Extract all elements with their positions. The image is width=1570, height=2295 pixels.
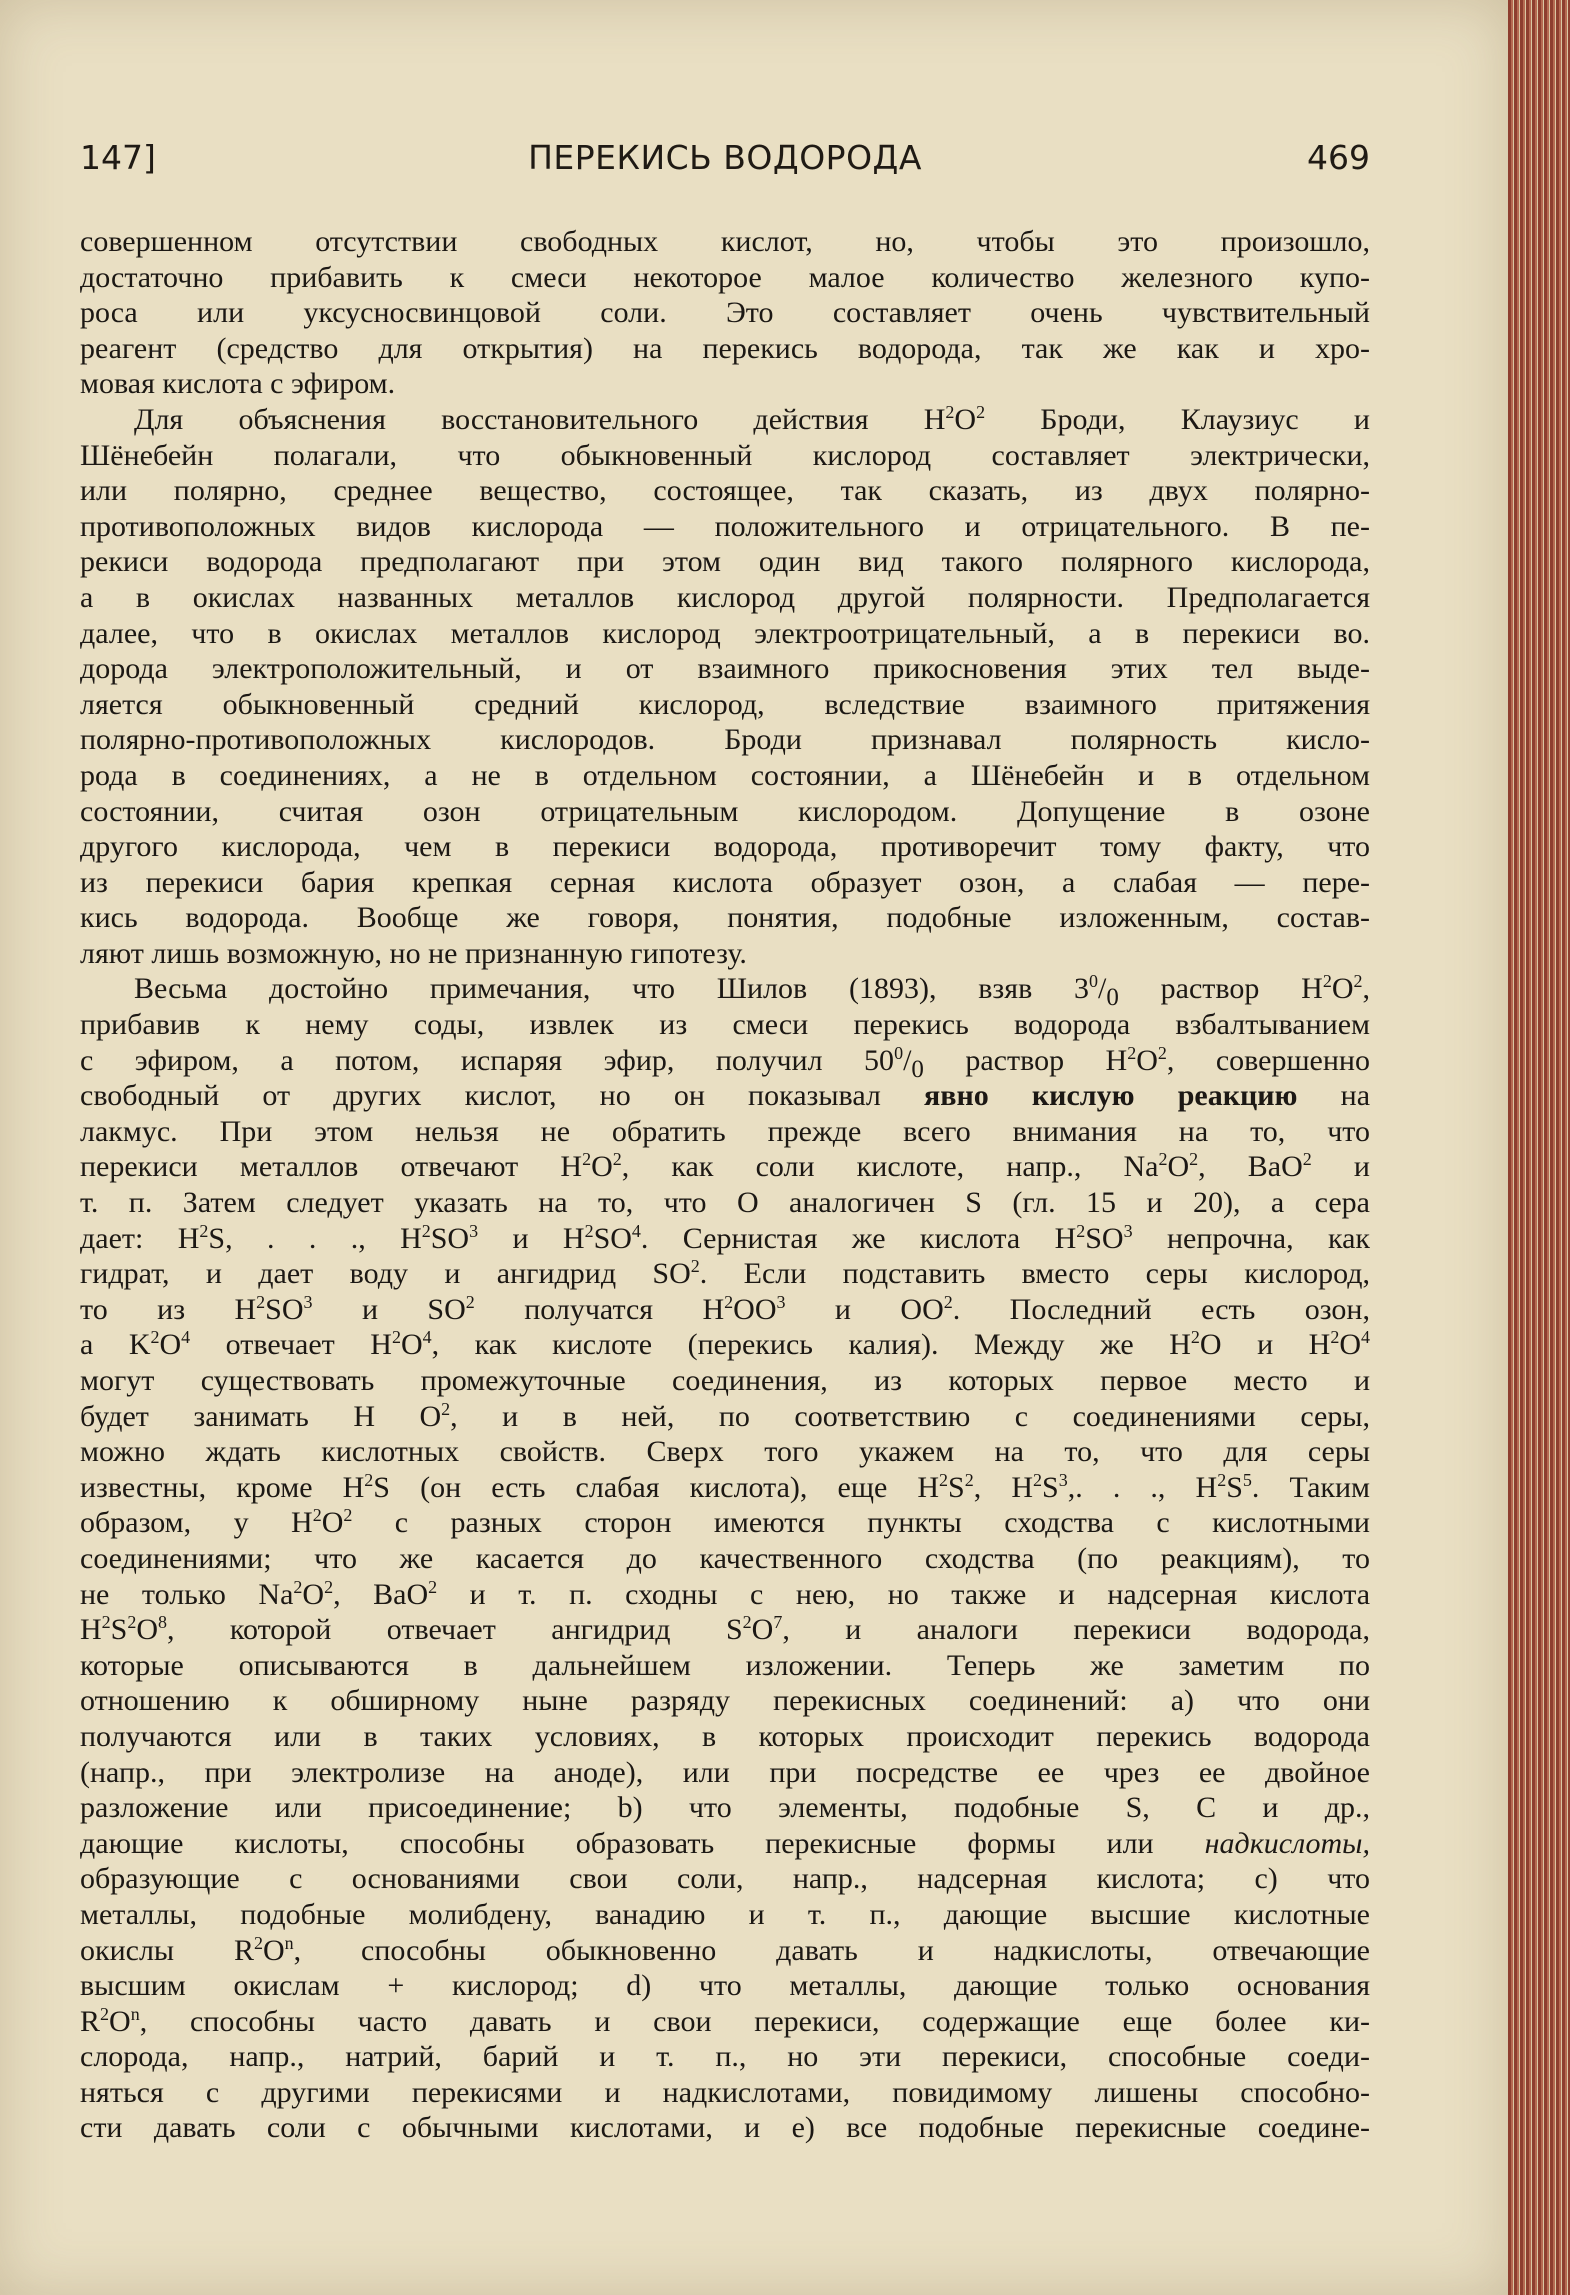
running-header [80, 138, 1370, 188]
text-line: слорода, напр., натрий, барий и т. п., но эти перекиси, способные соеди- [80, 2040, 1370, 2074]
text-line: дорода электроположительный, и от взаимного прикосновения этих тел выде- [80, 652, 1370, 686]
text-line: можно ждать кислотных свойств. Сверх того укажем на то, что для серы [80, 1435, 1370, 1469]
text-line: будет занимать H $O^2$, и в ней, по соответствию с соединениями серы, [80, 1398, 1371, 1433]
page-number: 469 [1307, 138, 1370, 177]
text-line: $H^2S^2O^8$, которой отвечает ангидрид $S^2O^7$, и аналоги перекиси водорода, [80, 1612, 1370, 1647]
text-line: полярно-противоположных кислородов. Броди признавал полярность кисло- [80, 723, 1370, 757]
text-line: Шёнебейн полагали, что обыкновенный кислород составляет электрически, [80, 438, 1370, 472]
text-line: рекиси водорода предполагают при этом один вид такого полярного кислорода, [80, 545, 1370, 579]
text-line: далее, что в окислах металлов кислород электроотрицательный, а в перекиси во. [80, 616, 1370, 650]
text-line: сти давать соли с обычными кислотами, и e) все подобные перекисные соедине- [80, 2111, 1370, 2145]
text-line: которые описываются в дальнейшем изложении. Теперь же заметим по [80, 1648, 1370, 1682]
text-line: разложение или присоединение; b) что элементы, подобные S, C и др., [80, 1791, 1370, 1825]
page-title: ПЕРЕКИСЬ ВОДОРОДА [528, 138, 922, 177]
text-line: известны, кроме $H^2S$ (он есть слабая кислота), еще $H^2S^2$, $H^2S^3$,. . ., $H^2S^5$. Таким [80, 1469, 1371, 1504]
text-line: совершенном отсутствии свободных кислот, но, чтобы это произошло, [80, 225, 1370, 258]
text-line: из перекиси бария крепкая серная кислота образует озон, а слабая — пере- [80, 865, 1370, 899]
text-line: отношению к обширному ныне разряду перекисных соединений: a) что они [80, 1684, 1370, 1718]
text-line: дает: $H^2S$, . . ., $H^2SO^3$ и $H^2SO^4$. Сернистая же кислота $H^2SO^3$ непрочна, как [80, 1220, 1370, 1255]
text-line: гидрат, и дает воду и ангидрид $SO^2$. Если подставить вместо серы кислород, [80, 1256, 1371, 1291]
text-line: а $K^2O^4$ отвечает $H^2O^4$, как кислоте (перекись калия). Между же $H^2O$ и $H^2O^4$ [80, 1327, 1370, 1362]
text-line: мовая кислота с эфиром. [80, 367, 396, 401]
text-line: т. п. Затем следует указать на то, что O аналогичен S (гл. 15 и 20), а сера [80, 1186, 1370, 1220]
page-edge [1508, 0, 1570, 2295]
text-line: состоянии, считая озон отрицательным кислородом. Допущение в озоне [80, 794, 1370, 828]
text-line: кись водорода. Вообще же говоря, понятия, подобные изложенным, состав- [80, 901, 1370, 935]
text-line: противоположных видов кислорода — положительного и отрицательного. В пе- [80, 509, 1370, 543]
text-line: окислы $R^2O^n$, способны обыкновенно давать и надкислоты, отвечающие [80, 1932, 1370, 1967]
text-line: $R^2O^n$, способны часто давать и свои перекиси, содержащие еще более ки- [80, 2003, 1370, 2038]
text-line: соединениями; что же касается до качественного сходства (по реакциям), то [80, 1541, 1370, 1575]
text-line: няться с другими перекисями и надкислотами, повидимому лишены способно- [80, 2075, 1370, 2109]
text-line: высшим окислам + кислород; d) что металлы, дающие только основания [80, 1969, 1370, 2003]
text-line: другого кислорода, чем в перекиси водорода, противоречит тому факту, что [80, 830, 1370, 864]
text-line: рода в соединениях, а не в отдельном состоянии, а Шёнебейн и в отдельном [80, 758, 1370, 792]
text-line: а в окислах названных металлов кислород другой полярности. Предполагается [80, 580, 1370, 614]
text-line: дающие кислоты, способны образовать перекисные формы или надкислоты, [80, 1826, 1370, 1860]
text-line: (напр., при электролизе на аноде), или при посредстве ее чрез ее двойное [80, 1755, 1370, 1789]
text-line: образующие с основаниями свои соли, напр., надсерная кислота; c) что [80, 1862, 1370, 1896]
text-line: могут существовать промежуточные соединения, из которых первое место и [80, 1364, 1370, 1397]
text-line: ляется обыкновенный средний кислород, вследствие взаимного притяжения [80, 687, 1370, 721]
text-line: с эфиром, а потом, испаряя эфир, получил $50^0/_0$ раствор $H^2O^2$, совершенно [80, 1042, 1370, 1083]
text-line: ляют лишь возможную, но не признанную гипотезу. [80, 936, 747, 970]
text-line: или полярно, среднее вещество, состоящее, так сказать, из двух полярно- [80, 474, 1370, 508]
text-line: Для объяснения восстановительного действия $H^2O^2$ Броди, Клаузиус и [134, 402, 1370, 436]
text-line: лакмус. При этом нельзя не обратить прежде всего внимания на то, что [80, 1114, 1370, 1148]
text-line: то из $H^2SO^3$ и $SO^2$ получатся $H^2OO^3$ и $OO^2$. Последний есть озон, [80, 1292, 1370, 1326]
text-line: реагент (средство для открытия) на перекись водорода, так же как и хро- [80, 331, 1370, 365]
text-line: перекиси металлов отвечают $H^2O^2$, как соли кислоте, напр., $Na^2O^2$, BaO$^2$ и [80, 1149, 1370, 1184]
text-line: не только $Na^2O^2$, BaO$^2$ и т. п. сходны с нею, но также и надсерная кислота [80, 1576, 1371, 1611]
text-line: роса или уксусносвинцовой соли. Это составляет очень чувствительный [80, 296, 1370, 330]
text-line: свободный от других кислот, но он показывал явно кислую реакцию на [80, 1079, 1371, 1113]
text-line: металлы, подобные молибдену, ванадию и т. п., дающие высшие кислотные [80, 1897, 1370, 1931]
section-number: 147] [80, 138, 156, 177]
body-text [80, 224, 1370, 2146]
text-line: достаточно прибавить к смеси некоторое малое количество железного купо- [80, 260, 1370, 294]
text-line: получаются или в таких условиях, в которых происходит перекись водорода [80, 1719, 1370, 1753]
text-line: образом, у $H^2O^2$ с разных сторон имеются пункты сходства с кислотными [80, 1505, 1370, 1540]
text-line: прибавив к нему соды, извлек из смеси перекись водорода взбалтыванием [80, 1008, 1370, 1042]
text-line: Весьма достойно примечания, что Шилов (1893), взяв $3^0/_0$ раствор $H^2O^2$, [134, 971, 1370, 1012]
